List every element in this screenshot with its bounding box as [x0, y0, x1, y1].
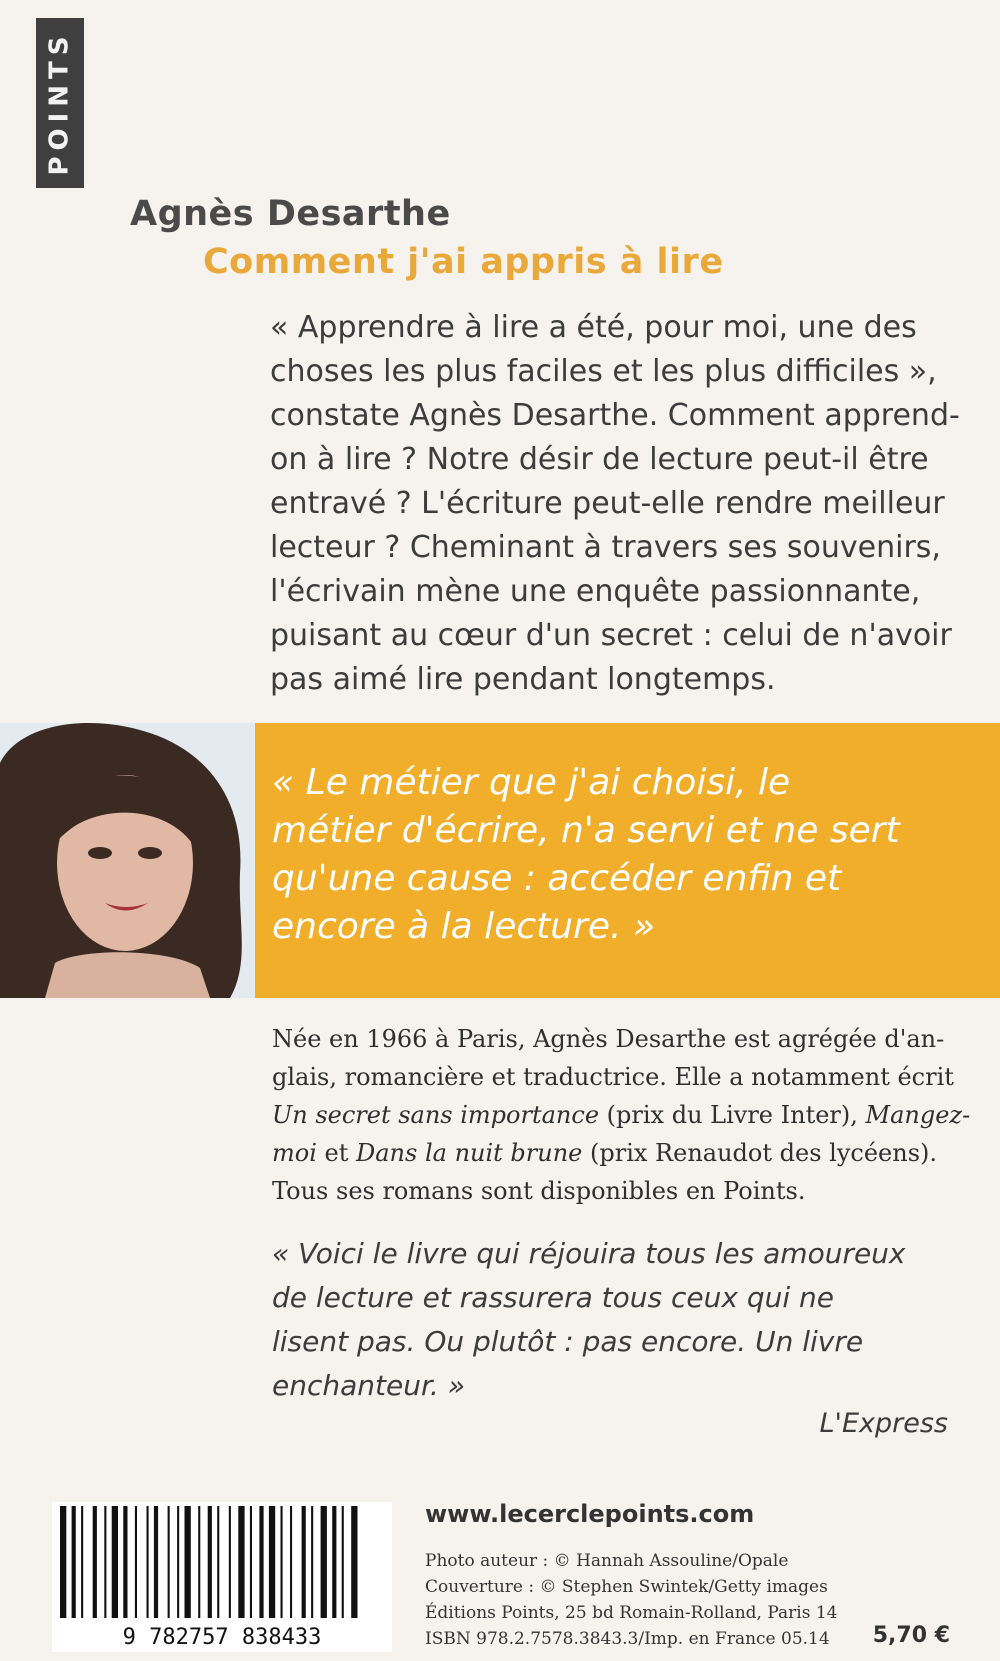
pull-quote-band [0, 723, 1000, 998]
book-title: Comment j'ai appris à lire [203, 242, 724, 282]
summary-line: « Apprendre à lire a été, pour moi, une des [270, 310, 917, 345]
summary-line: l'écrivain mène une enquête passionnante, [270, 574, 921, 609]
brand-logo-text: POINTS [45, 30, 75, 176]
bio-text: (prix Renaudot des lycéens). [582, 1139, 937, 1167]
barcode-digits: 9 782757 838433 [122, 1625, 322, 1650]
press-review [272, 1232, 977, 1408]
author-bio [272, 1020, 977, 1210]
book-title-ref: Un secret sans importance [272, 1101, 600, 1129]
bio-line [272, 1096, 977, 1134]
price-label: 5,70 € [872, 1623, 950, 1648]
summary-line: puisant au cœur d'un secret : celui de n'avoir [270, 618, 952, 653]
review-line: « Voici le livre qui réjouira tous les amoureux [272, 1237, 906, 1270]
review-line: enchanteur. » [272, 1369, 465, 1402]
bio-text: et [316, 1139, 356, 1167]
bio-line [272, 1134, 977, 1172]
credit-line: Photo auteur : © Hannah Assouline/Opale [425, 1551, 789, 1571]
bio-line: Tous ses romans sont disponibles en Points. [272, 1177, 806, 1205]
summary-line: choses les plus faciles et les plus difficiles », [270, 354, 937, 389]
pull-quote-line: encore à la lecture. » [272, 906, 656, 947]
pull-quote-line: métier d'écrire, n'a servi et ne sert [272, 810, 900, 851]
review-line: lisent pas. Ou plutôt : pas encore. Un livre [272, 1325, 864, 1358]
credit-line: Éditions Points, 25 bd Romain-Rolland, Paris 14 [425, 1603, 838, 1623]
review-source: L'Express [819, 1408, 948, 1439]
credits-block [425, 1548, 837, 1652]
book-title-ref: moi [272, 1139, 317, 1167]
bio-text: (prix du Livre Inter), [599, 1101, 866, 1129]
summary-line: pas aimé lire pendant longtemps. [270, 662, 776, 697]
pull-quote-line: « Le métier que j'ai choisi, le [272, 762, 791, 803]
brand-tab [36, 18, 84, 188]
website-link[interactable]: www.lecerclepoints.com [425, 1500, 755, 1528]
summary-line: entravé ? L'écriture peut-elle rendre meilleur [270, 486, 945, 521]
summary-line: constate Agnès Desarthe. Comment apprend- [270, 398, 960, 433]
author-portrait-icon [0, 723, 255, 998]
summary-line: on à lire ? Notre désir de lecture peut-il être [270, 442, 929, 477]
author-name: Agnès Desarthe [130, 194, 451, 234]
bio-line: glais, romancière et traductrice. Elle a notamment écrit [272, 1063, 954, 1091]
credit-line: Couverture : © Stephen Swintek/Getty images [425, 1577, 828, 1597]
credit-line: ISBN 978.2.7578.3843.3/Imp. en France 05.14 [425, 1629, 830, 1649]
pull-quote [272, 759, 972, 951]
book-title-ref: Dans la nuit brune [356, 1139, 583, 1167]
review-line: de lecture et rassurera tous ceux qui ne [272, 1281, 835, 1314]
author-photo [0, 723, 255, 998]
pull-quote-line: qu'une cause : accéder enfin et [272, 858, 842, 899]
summary-block [270, 306, 975, 702]
barcode [52, 1502, 392, 1652]
barcode-icon [52, 1502, 392, 1652]
book-title-ref: Mangez- [865, 1101, 971, 1129]
summary-line: lecteur ? Cheminant à travers ses souvenirs, [270, 530, 941, 565]
bio-line: Née en 1966 à Paris, Agnès Desarthe est agrégée d'an- [272, 1025, 945, 1053]
